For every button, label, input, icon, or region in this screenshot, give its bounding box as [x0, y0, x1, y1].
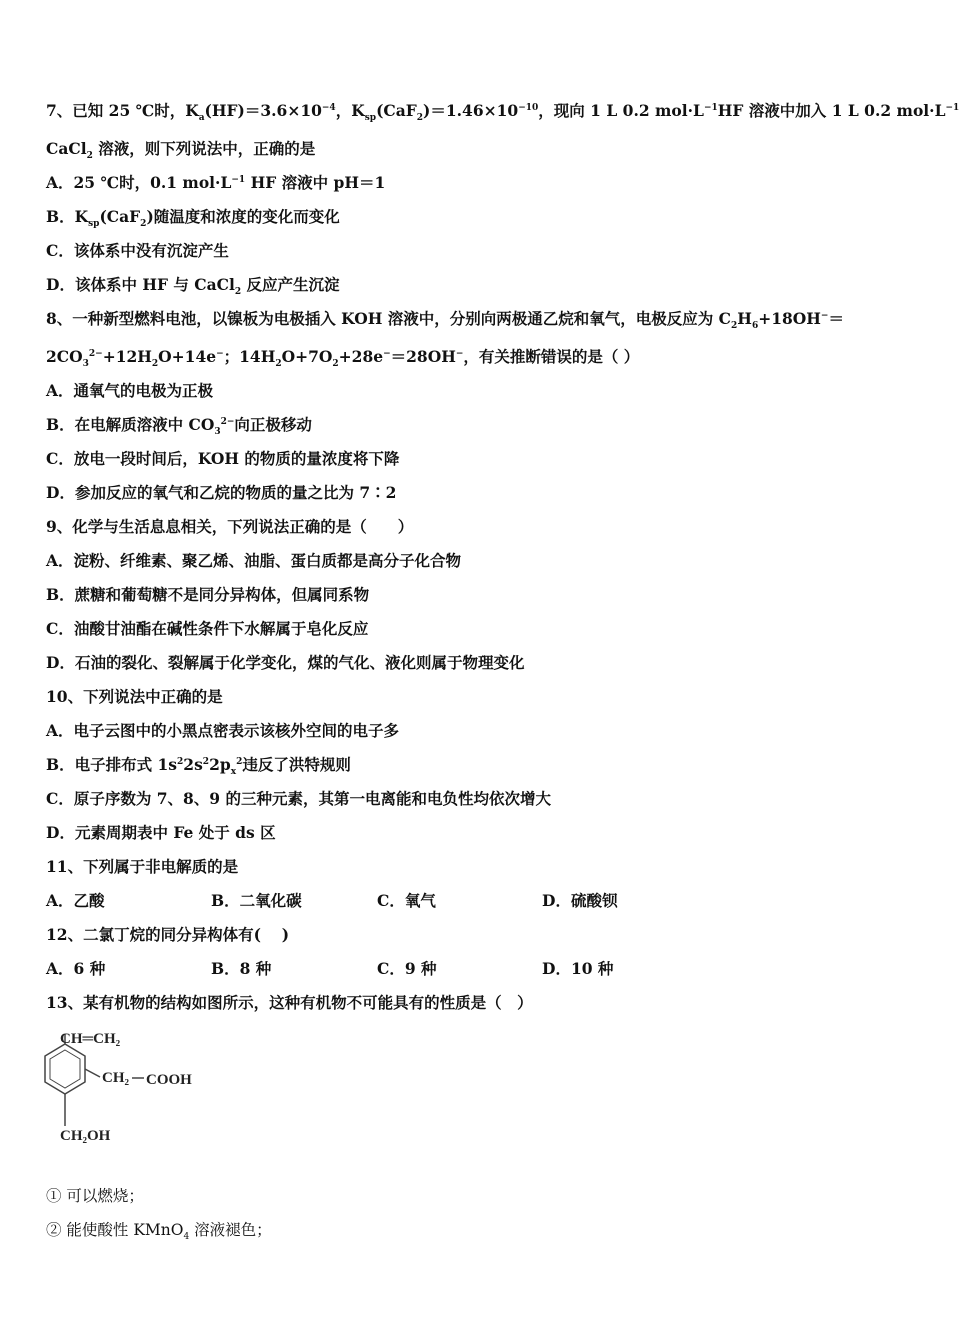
q9-option-a: A．淀粉、纤维素、聚乙烯、油脂、蛋白质都是高分子化合物 — [46, 551, 462, 570]
group-ch2oh: CH₂OH — [60, 1128, 111, 1144]
q12-stem: 12、二氯丁烷的同分异构体有( ) — [46, 925, 290, 944]
structure-diagram — [40, 1022, 210, 1152]
benzene-ring — [45, 1044, 85, 1094]
q9-option-d: D．石油的裂化、裂解属于化学变化，煤的气化、液化则属于物理变化 — [46, 653, 525, 672]
q8-option-c: C．放电一段时间后，KOH 的物质的量浓度将下降 — [46, 449, 400, 468]
q10-option-b: B．电子排布式 $1s^22s^22p_x^2$违反了洪特规则 — [46, 755, 351, 778]
q12-options — [46, 958, 910, 980]
q8-stem-line2: $2CO_3^{2-}+12H_2O+14e^-$；$14H_2O+7O_2+28e^-=28OH^-$，有关推断错误的是（ ） — [46, 347, 640, 370]
group-ch2: CH₂ — [102, 1070, 129, 1086]
q9-option-b: B．蔗糖和葡萄糖不是同分异构体，但属同系物 — [46, 585, 370, 604]
q11-option-d: D．硫酸钡 — [542, 891, 618, 910]
q7-option-b: B．$K_{sp}(CaF_2)$随温度和浓度的变化而变化 — [46, 207, 340, 230]
q9-option-c: C．油酸甘油酯在碱性条件下水解属于皂化反应 — [46, 619, 369, 638]
q11-option-b: B．二氧化碳 — [211, 891, 302, 910]
q8-option-a: A．通氧气的电极为正极 — [46, 381, 214, 400]
q10-stem: 10、下列说法中正确的是 — [46, 687, 223, 706]
q7-option-d: D．该体系中 HF 与 CaCl$_2$ 反应产生沉淀 — [46, 275, 340, 298]
q11-option-c: C．氧气 — [377, 891, 436, 910]
q8-option-b: B．在电解质溶液中 $CO_3^{2-}$向正极移动 — [46, 415, 312, 438]
group-cooh: COOH — [146, 1072, 192, 1088]
bond-right — [85, 1069, 100, 1077]
q13-item-2: ② 能使酸性 KMnO$_4$ 溶液褪色； — [46, 1221, 272, 1243]
q10-option-c: C．原子序数为 7、8、9 的三种元素，其第一电离能和电负性均依次增大 — [46, 789, 551, 808]
q10-option-d: D．元素周期表中 Fe 处于 ds 区 — [46, 823, 276, 842]
q7-option-a: A．25 ℃时，0.1 $mol\cdot L^{-1}$ HF 溶液中 pH＝1 — [46, 173, 386, 192]
q11-stem: 11、下列属于非电解质的是 — [46, 857, 239, 876]
q11-options — [46, 890, 910, 912]
q12-option-c: C．9 种 — [377, 959, 437, 978]
q9-stem: 9、化学与生活息息相关，下列说法正确的是（ ） — [46, 517, 414, 536]
q10-option-a: A．电子云图中的小黑点密表示该核外空间的电子多 — [46, 721, 400, 740]
q13-item-1: ① 可以燃烧； — [46, 1187, 144, 1205]
q7-stem-line2: CaCl$_2$ 溶液，则下列说法中，正确的是 — [46, 139, 316, 162]
q11-option-a: A．乙酸 — [46, 891, 105, 910]
group-vinyl: CH═CH₂ — [60, 1031, 121, 1047]
q7-option-c: C．该体系中没有沉淀产生 — [46, 241, 229, 260]
q7-stem-line1: 7、已知 25 ℃时，$K_a(HF)=3.6\times 10^{-4}$，$K_{sp}(CaF_2)=1.46\times 10^{-10}$，现向 1 L 0.2 $mol\cdot L^{-1}HF$ 溶液中加入 1 L 0.2 $mol\cdot L^{-1}$ — [46, 101, 959, 124]
q8-option-d: D．参加反应的氧气和乙烷的物质的量之比为 7∶2 — [46, 483, 397, 502]
q12-option-d: D．10 种 — [542, 959, 614, 978]
q13-stem: 13、某有机物的结构如图所示，这种有机物不可能具有的性质是（ ） — [46, 993, 533, 1012]
q12-option-b: B．8 种 — [211, 959, 272, 978]
benzene-inner-ring — [50, 1050, 80, 1088]
q12-option-a: A．6 种 — [46, 959, 106, 978]
q8-stem-line1: 8、一种新型燃料电池，以镍板为电极插入 KOH 溶液中，分别向两极通乙烷和氧气，电极反应为 $C_2H_6+18OH^-=$ — [46, 309, 844, 332]
